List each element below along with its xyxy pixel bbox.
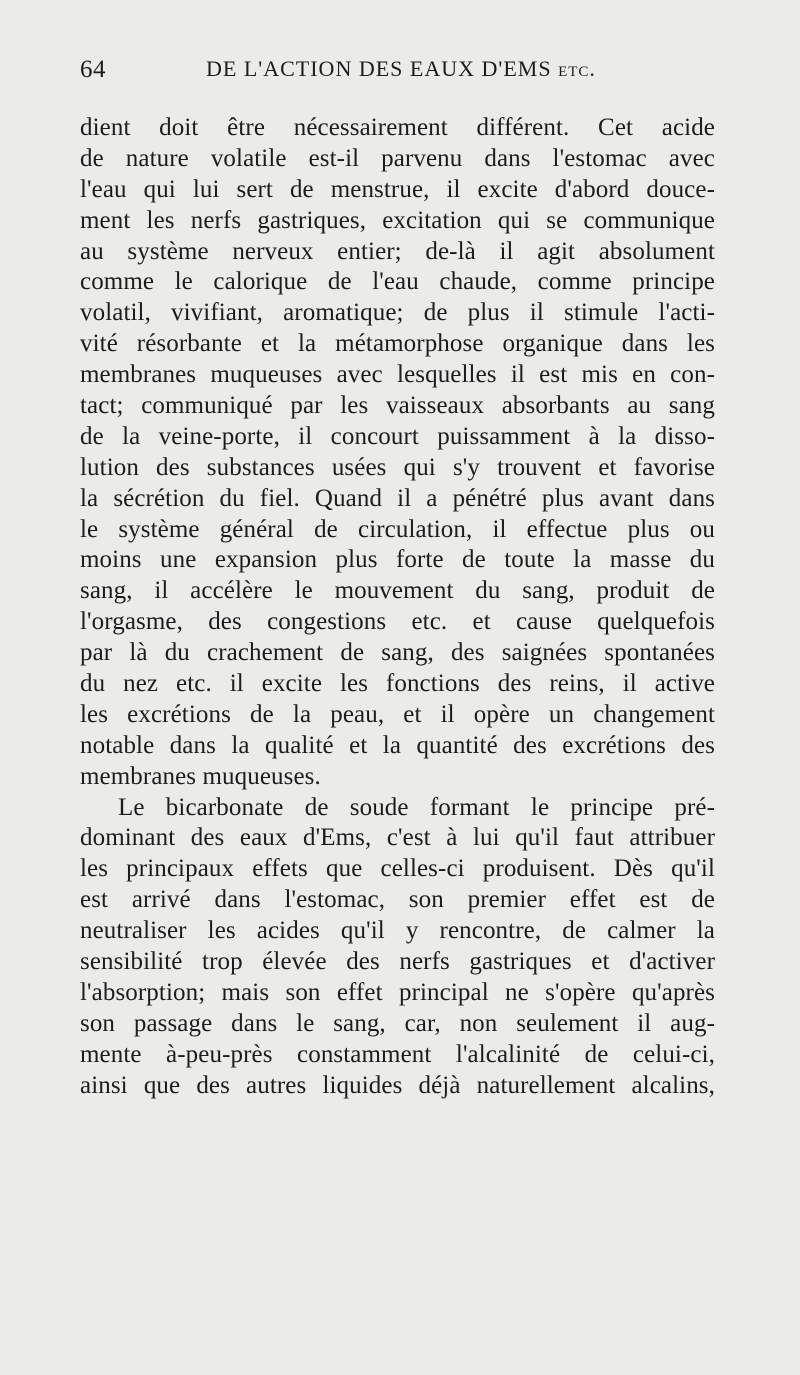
text-line: est arrivé dans l'estomac, son premier effet est de [80, 886, 715, 914]
running-title: DE L'ACTION DES EAUX D'EMS etc. [206, 56, 596, 81]
page-header [80, 56, 710, 90]
text-line: notable dans la qualité et la quantité des excrétions des [80, 731, 715, 759]
text-line: sang, il accélère le mouvement du sang, produit de [80, 577, 715, 605]
text-line: l'eau qui lui sert de menstrue, il excite d'abord douce- [80, 175, 715, 203]
body-text [80, 113, 715, 1102]
text-line: les excrétions de la peau, et il opère un changement [80, 700, 715, 728]
text-line: Le bicarbonate de soude formant le principe pré- [118, 793, 715, 821]
text-line: au système nerveux entier; de-là il agit absolument [80, 237, 715, 265]
text-line: moins une expansion plus forte de toute la masse du [80, 546, 715, 574]
text-line: de la veine-porte, il concourt puissamment à la disso- [80, 422, 715, 450]
text-line: volatil, vivifiant, aromatique; de plus il stimule l'acti- [80, 299, 715, 327]
text-line: tact; communiqué par les vaisseaux absorbants au sang [80, 392, 715, 420]
text-line: membranes muqueuses. [80, 762, 321, 790]
text-line: neutraliser les acides qu'il y rencontre, de calmer la [80, 917, 715, 945]
text-line: la sécrétion du fiel. Quand il a pénétré plus avant dans [80, 484, 715, 512]
text-line: membranes muqueuses avec lesquelles il est mis en con- [80, 361, 715, 389]
text-line: mente à-peu-près constamment l'alcalinité de celui-ci, [80, 1040, 715, 1068]
text-line: de nature volatile est-il parvenu dans l'estomac avec [80, 144, 715, 172]
text-line: lution des substances usées qui s'y trouvent et favorise [80, 453, 715, 481]
text-line: comme le calorique de l'eau chaude, comme principe [80, 268, 715, 296]
text-line: l'absorption; mais son effet principal ne s'opère qu'après [80, 978, 715, 1006]
text-line: son passage dans le sang, car, non seulement il aug- [80, 1009, 715, 1037]
text-line: ment les nerfs gastriques, excitation qui se communique [80, 206, 715, 234]
text-line: du nez etc. il excite les fonctions des reins, il active [80, 670, 715, 698]
text-line: par là du crachement de sang, des saignées spontanées [80, 639, 715, 667]
text-line: les principaux effets que celles-ci produisent. Dès qu'il [80, 855, 715, 883]
paragraph [80, 793, 715, 1102]
text-line: sensibilité trop élevée des nerfs gastriques et d'activer [80, 948, 715, 976]
paragraph [80, 113, 715, 793]
page-number: 64 [80, 56, 106, 83]
text-line: le système général de circulation, il effectue plus ou [80, 515, 715, 543]
text-line: ainsi que des autres liquides déjà naturellement alcalins, [80, 1071, 715, 1099]
text-line: l'orgasme, des congestions etc. et cause quelquefois [80, 608, 715, 636]
text-line: dient doit être nécessairement différent. Cet acide [80, 114, 715, 141]
text-line: vité résorbante et la métamorphose organique dans les [80, 330, 715, 358]
text-line: dominant des eaux d'Ems, c'est à lui qu'il faut attribuer [80, 824, 715, 852]
